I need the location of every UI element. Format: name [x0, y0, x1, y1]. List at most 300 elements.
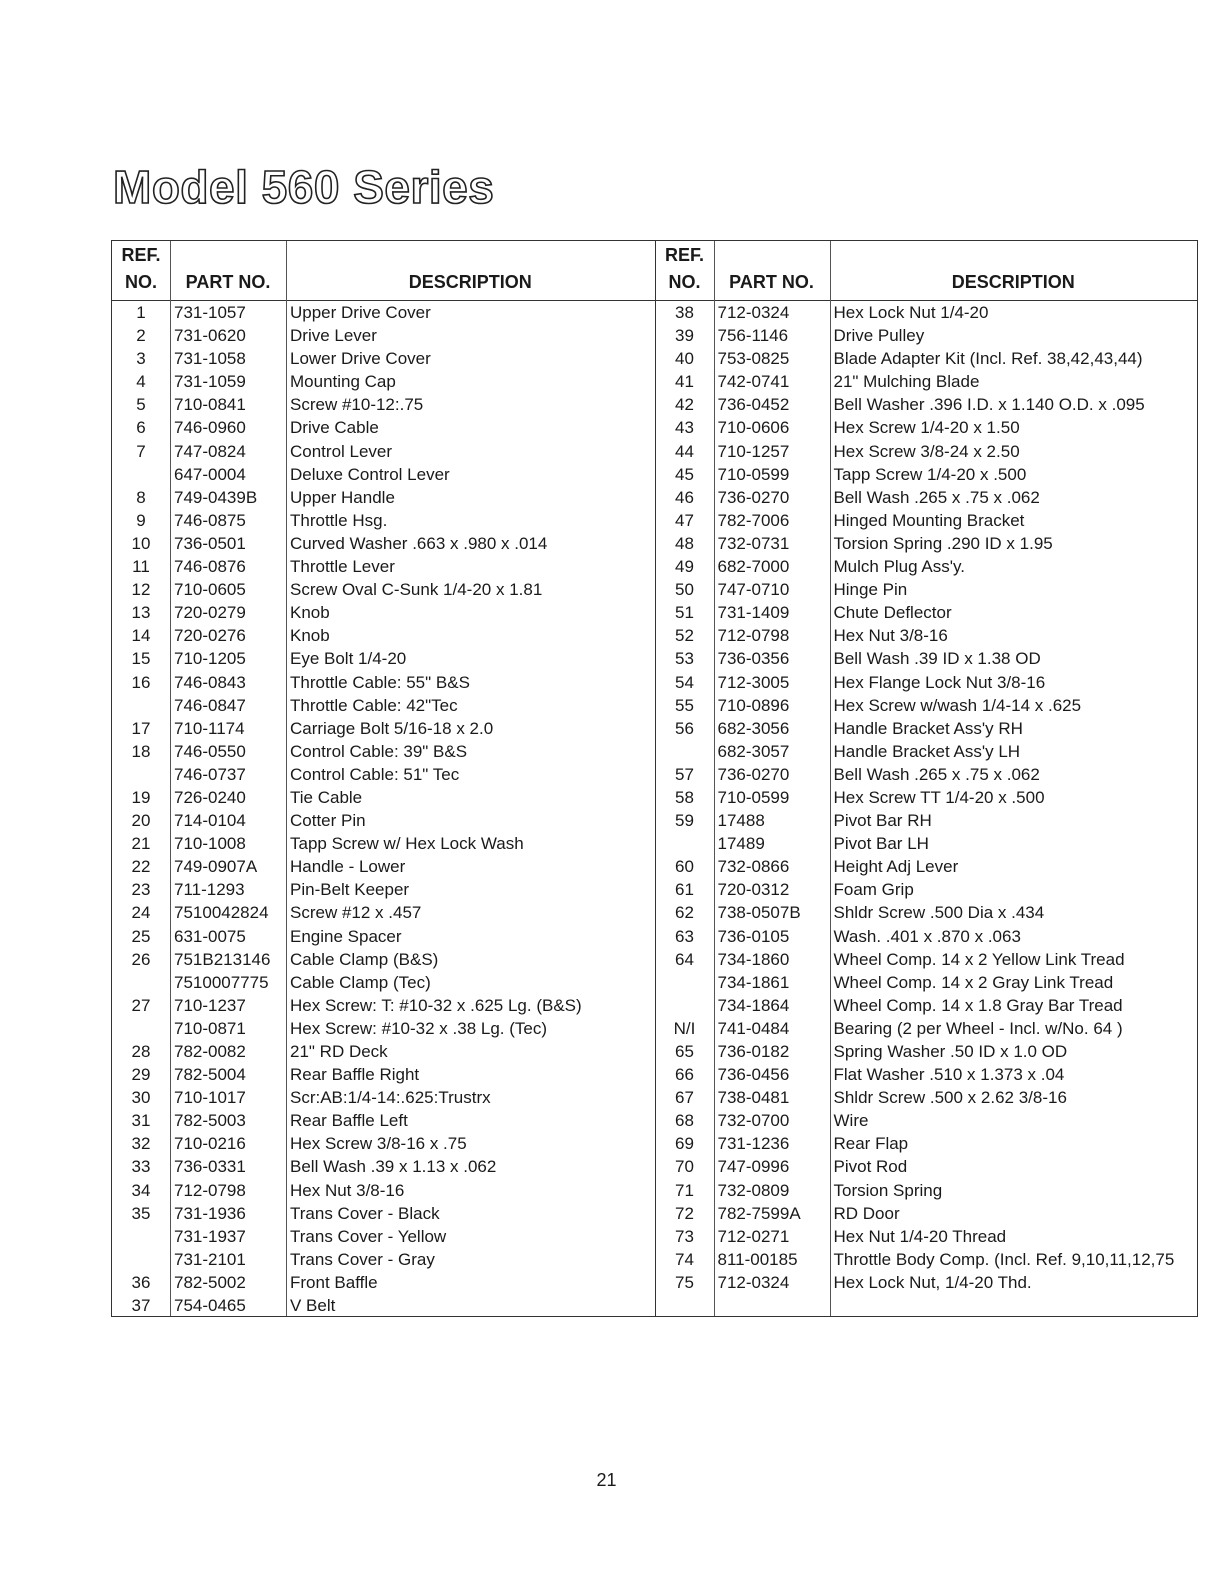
- table-row: [656, 624, 1198, 647]
- description-cell: Pivot Bar RH: [833, 811, 932, 831]
- ref-no-cell: 62: [675, 903, 694, 923]
- description-cell: Wire: [833, 1111, 869, 1131]
- part-no-cell: 710-1257: [717, 441, 790, 461]
- ref-no-cell: 13: [131, 603, 151, 623]
- ref-no-header: REF. NO.: [664, 245, 704, 292]
- description-cell: Carriage Bolt 5/16-18 x 2.0: [290, 718, 494, 738]
- ref-no-cell: 16: [131, 672, 151, 692]
- description-cell: Tapp Screw 1/4-20 x .500: [833, 464, 1027, 484]
- part-no-cell: 720-0312: [717, 880, 790, 900]
- part-no-cell: 647-0004: [174, 464, 246, 484]
- part-no-cell: 754-0465: [174, 1296, 246, 1316]
- part-no-cell: 726-0240: [174, 787, 246, 807]
- description-cell: Scr:AB:1/4-14:.625:Trustrx: [290, 1088, 491, 1108]
- table-row: [656, 1202, 1198, 1225]
- description-cell: Control Lever: [290, 441, 393, 461]
- ref-no-cell: 29: [131, 1065, 151, 1085]
- table-header-right: [656, 241, 1198, 301]
- ref-no-cell: 57: [675, 764, 694, 784]
- description-cell: Trans Cover - Gray: [290, 1249, 435, 1269]
- description-cell: Knob: [290, 626, 330, 646]
- description-header: DESCRIPTION: [951, 272, 1075, 292]
- table-row: [656, 763, 1198, 786]
- table-row: [656, 1086, 1198, 1109]
- part-no-cell: 782-5003: [174, 1111, 246, 1131]
- ref-no-cell: 50: [675, 580, 694, 600]
- table-row: [112, 1202, 655, 1225]
- description-cell: Hex Screw: #10-32 x .38 Lg. (Tec): [290, 1018, 548, 1038]
- part-no-cell: 731-1058: [174, 349, 246, 369]
- ref-no-cell: [112, 463, 170, 486]
- ref-no-cell: 2: [136, 326, 146, 346]
- part-no-cell: 710-1008: [174, 834, 246, 854]
- table-row: [112, 463, 655, 486]
- part-no-cell: 710-1205: [174, 649, 246, 669]
- ref-no-cell: 54: [675, 672, 694, 692]
- ref-no-cell: 66: [675, 1065, 694, 1085]
- part-no-cell: 710-0599: [717, 787, 790, 807]
- part-no-cell: 736-0452: [717, 395, 790, 415]
- ref-no-cell: 21: [131, 834, 151, 854]
- ref-no-cell: 64: [675, 949, 694, 969]
- part-no-cell: 720-0279: [174, 603, 246, 623]
- ref-no-cell: 67: [675, 1088, 694, 1108]
- description-cell: Screw #10-12:.75: [290, 395, 424, 415]
- part-no-header: PART NO.: [185, 272, 271, 292]
- ref-no-cell: 6: [136, 418, 146, 438]
- part-no-cell: 731-1236: [717, 1134, 790, 1154]
- part-no-cell: 710-1174: [174, 718, 245, 738]
- description-cell: Hinge Pin: [833, 580, 908, 600]
- description-cell: Control Cable: 39" B&S: [290, 741, 468, 761]
- part-no-cell: 731-1409: [717, 603, 790, 623]
- table-row: [656, 555, 1198, 578]
- description-cell: Upper Handle: [290, 487, 395, 507]
- description-cell: Blade Adapter Kit (Incl. Ref. 38,42,43,44): [833, 349, 1143, 369]
- part-no-cell: 751B213146: [174, 949, 271, 969]
- part-no-cell: 712-0324: [717, 303, 790, 322]
- table-row: [112, 416, 655, 439]
- ref-no-cell: 3: [136, 349, 146, 369]
- part-no-cell: 746-0847: [174, 695, 246, 715]
- description-cell: Handle Bracket Ass'y RH: [833, 718, 1023, 738]
- part-no-cell: 782-7599A: [717, 1203, 801, 1223]
- part-no-cell: 736-0105: [717, 926, 790, 946]
- table-row: [656, 971, 1198, 994]
- table-row: [656, 1179, 1198, 1202]
- description-cell: Cable Clamp (Tec): [290, 972, 431, 992]
- ref-no-cell: 12: [131, 580, 151, 600]
- description-cell: Trans Cover - Black: [290, 1203, 440, 1223]
- part-no-cell: 734-1860: [717, 949, 790, 969]
- part-no-cell: 736-0270: [717, 487, 790, 507]
- table-row: [656, 1271, 1198, 1294]
- description-cell: Hex Screw TT 1/4-20 x .500: [833, 787, 1045, 807]
- part-no-cell: 782-0082: [174, 1042, 246, 1061]
- table-row: [656, 809, 1198, 832]
- description-cell: Trans Cover - Yellow: [290, 1226, 447, 1246]
- table-row: [656, 1155, 1198, 1178]
- table-row: [112, 532, 655, 555]
- description-cell: Hex Lock Nut 1/4-20: [833, 303, 989, 322]
- ref-no-cell: 53: [675, 649, 694, 669]
- ref-no-cell: 22: [131, 857, 151, 877]
- table-row: [656, 440, 1198, 463]
- table-row: [656, 994, 1198, 1017]
- part-no-cell: 710-0599: [717, 464, 790, 484]
- rows-left: [112, 301, 655, 1317]
- description-cell: Deluxe Control Lever: [290, 464, 450, 484]
- description-cell: Hex Screw 3/8-24 x 2.50: [833, 441, 1020, 461]
- part-no-cell: 682-3057: [717, 741, 790, 761]
- table-row: [656, 647, 1198, 670]
- part-no-cell: 731-2101: [174, 1249, 246, 1269]
- ref-no-cell: 59: [675, 811, 694, 831]
- description-cell: Pivot Rod: [833, 1157, 908, 1177]
- ref-no-cell: 9: [136, 510, 146, 530]
- description-cell: Mulch Plug Ass'y.: [833, 557, 965, 577]
- part-no-cell: 746-0875: [174, 510, 246, 530]
- part-no-cell: 749-0439B: [174, 487, 258, 507]
- ref-no-cell: 75: [675, 1272, 694, 1292]
- table-row: [112, 440, 655, 463]
- ref-no-cell: 46: [675, 487, 694, 507]
- description-cell: Tapp Screw w/ Hex Lock Wash: [290, 834, 524, 854]
- ref-no-cell: 44: [675, 441, 694, 461]
- part-no-cell: 710-1237: [174, 995, 246, 1015]
- part-no-cell: 782-5004: [174, 1065, 246, 1085]
- description-cell: Spring Washer .50 ID x 1.0 OD: [833, 1042, 1068, 1061]
- part-no-cell: 711-1293: [174, 880, 245, 900]
- description-cell: Tie Cable: [290, 787, 363, 807]
- description-cell: Cable Clamp (B&S): [290, 949, 439, 969]
- ref-no-header: REF. NO.: [121, 245, 161, 292]
- part-no-cell: 731-1059: [174, 372, 246, 392]
- table-row: [656, 925, 1198, 948]
- part-no-cell: 720-0276: [174, 626, 246, 646]
- description-cell: Hex Nut 3/8-16: [290, 1180, 405, 1200]
- page-number: 21: [596, 1470, 617, 1490]
- description-cell: Drive Cable: [290, 418, 379, 438]
- ref-no-cell: [656, 994, 714, 1017]
- table-row: [112, 878, 655, 901]
- table-row: [112, 717, 655, 740]
- part-no-cell: 7510042824: [174, 903, 269, 923]
- description-cell: Drive Pulley: [833, 326, 925, 346]
- part-no-cell: 734-1864: [717, 995, 790, 1015]
- ref-no-cell: 28: [131, 1042, 151, 1061]
- ref-no-cell: [112, 971, 170, 994]
- part-no-cell: 710-0841: [174, 395, 246, 415]
- ref-no-cell: 47: [675, 510, 694, 530]
- ref-no-cell: 38: [675, 303, 694, 322]
- table-row: [656, 1017, 1198, 1040]
- part-no-cell: 682-7000: [717, 557, 790, 577]
- description-cell: Wheel Comp. 14 x 2 Gray Link Tread: [833, 972, 1114, 992]
- table-row: [112, 578, 655, 601]
- table-row: [656, 509, 1198, 532]
- part-no-cell: 756-1146: [717, 326, 789, 346]
- part-no-cell: 712-0324: [717, 1272, 790, 1292]
- description-cell: Pivot Bar LH: [833, 834, 929, 854]
- part-no-cell: 732-0866: [717, 857, 790, 877]
- table-row: [656, 1040, 1198, 1063]
- table-row: [112, 971, 655, 994]
- description-cell: Shldr Screw .500 x 2.62 3/8-16: [833, 1088, 1067, 1108]
- part-no-cell: 734-1861: [717, 972, 790, 992]
- ref-no-cell: 23: [131, 880, 151, 900]
- table-row: [656, 694, 1198, 717]
- table-row: [656, 601, 1198, 624]
- table-row: [112, 948, 655, 971]
- ref-no-cell: 63: [675, 926, 694, 946]
- table-row: [112, 763, 655, 786]
- part-no-cell: 731-0620: [174, 326, 246, 346]
- table-row: [656, 486, 1198, 509]
- part-no-cell: 811-00185: [717, 1249, 798, 1269]
- table-row: [112, 393, 655, 416]
- ref-no-cell: 73: [675, 1226, 694, 1246]
- ref-no-cell: 71: [675, 1180, 694, 1200]
- table-row: [656, 578, 1198, 601]
- ref-no-cell: [656, 832, 714, 855]
- table-row: [656, 416, 1198, 439]
- table-row: [112, 1040, 655, 1063]
- description-cell: V Belt: [290, 1296, 336, 1316]
- table-row: [656, 1109, 1198, 1132]
- table-row: [112, 1086, 655, 1109]
- table-row: [656, 370, 1198, 393]
- ref-no-cell: 40: [675, 349, 694, 369]
- description-cell: Eye Bolt 1/4-20: [290, 649, 407, 669]
- table-row: [656, 901, 1198, 924]
- description-cell: Rear Baffle Left: [290, 1111, 408, 1131]
- description-cell: Knob: [290, 603, 330, 623]
- description-cell: Bell Wash .39 ID x 1.38 OD: [833, 649, 1041, 669]
- part-no-cell: 731-1057: [174, 303, 246, 322]
- part-no-cell: 714-0104: [174, 811, 246, 831]
- ref-no-cell: 5: [136, 395, 146, 415]
- description-cell: Bell Wash .265 x .75 x .062: [833, 764, 1040, 784]
- part-no-cell: 782-5002: [174, 1272, 246, 1292]
- table-row: [656, 463, 1198, 486]
- table-row: [656, 717, 1198, 740]
- ref-no-cell: 18: [131, 741, 151, 761]
- ref-no-cell: 26: [131, 949, 151, 969]
- table-row: [112, 324, 655, 347]
- description-cell: Throttle Cable: 42"Tec: [290, 695, 458, 715]
- description-cell: Hex Screw: T: #10-32 x .625 Lg. (B&S): [290, 995, 582, 1015]
- part-no-cell: 710-0606: [717, 418, 790, 438]
- description-cell: Rear Flap: [833, 1134, 909, 1154]
- table-row: [112, 509, 655, 532]
- table-row: [112, 486, 655, 509]
- page-title: Model 560 Series: [113, 161, 495, 213]
- part-no-cell: 747-0710: [717, 580, 790, 600]
- ref-no-cell: 10: [131, 533, 151, 553]
- part-no-cell: 746-0843: [174, 672, 246, 692]
- table-row: [112, 740, 655, 763]
- table-row: [656, 1225, 1198, 1248]
- part-no-cell: 710-0605: [174, 580, 246, 600]
- table-row: [656, 740, 1198, 763]
- description-cell: Rear Baffle Right: [290, 1065, 420, 1085]
- part-no-cell: 17489: [717, 834, 765, 854]
- description-cell: Flat Washer .510 x 1.373 x .04: [833, 1065, 1065, 1085]
- table-row: [112, 1063, 655, 1086]
- description-cell: Hex Nut 1/4-20 Thread: [833, 1226, 1007, 1246]
- ref-no-cell: 33: [131, 1157, 151, 1177]
- ref-no-cell: [112, 694, 170, 717]
- part-no-cell: 738-0481: [717, 1088, 790, 1108]
- ref-no-cell: 39: [675, 326, 694, 346]
- part-no-cell: 736-0331: [174, 1157, 246, 1177]
- table-row: [112, 301, 655, 324]
- ref-no-cell: 20: [131, 811, 151, 831]
- table-row: [112, 647, 655, 670]
- description-header: DESCRIPTION: [408, 272, 532, 292]
- description-cell: Hex Flange Lock Nut 3/8-16: [833, 672, 1046, 692]
- part-no-cell: 17488: [717, 811, 765, 831]
- ref-no-cell: 1: [136, 303, 146, 322]
- part-no-cell: 7510007775: [174, 972, 269, 992]
- ref-no-cell: 17: [131, 718, 151, 738]
- table-row: [112, 347, 655, 370]
- table-row: [112, 1179, 655, 1202]
- ref-no-cell: 30: [131, 1088, 151, 1108]
- table-row: [656, 532, 1198, 555]
- table-row: [112, 1225, 655, 1248]
- part-no-cell: 712-3005: [717, 672, 790, 692]
- part-no-cell: 732-0809: [717, 1180, 790, 1200]
- description-cell: Torsion Spring: [833, 1180, 943, 1200]
- ref-no-cell: 35: [131, 1203, 151, 1223]
- part-no-header: PART NO.: [729, 272, 814, 292]
- description-cell: Throttle Cable: 55" B&S: [290, 672, 470, 692]
- description-cell: Chute Deflector: [833, 603, 952, 623]
- table-row: [656, 1248, 1198, 1271]
- table-row: [656, 878, 1198, 901]
- ref-no-cell: N/I: [673, 1018, 696, 1038]
- ref-no-cell: 61: [675, 880, 694, 900]
- ref-no-cell: 58: [675, 787, 694, 807]
- description-cell: Torsion Spring .290 ID x 1.95: [833, 533, 1053, 553]
- part-no-cell: 753-0825: [717, 349, 790, 369]
- part-no-cell: 736-0456: [717, 1065, 790, 1085]
- description-cell: Engine Spacer: [290, 926, 402, 946]
- table-row: [656, 832, 1198, 855]
- description-cell: Wheel Comp. 14 x 1.8 Gray Bar Tread: [833, 995, 1123, 1015]
- part-no-cell: 746-0876: [174, 557, 246, 577]
- description-cell: Drive Lever: [290, 326, 377, 346]
- ref-no-cell: 11: [132, 557, 150, 577]
- table-row: [112, 994, 655, 1017]
- table-row: [112, 555, 655, 578]
- ref-no-cell: 68: [675, 1111, 694, 1131]
- description-cell: Hex Lock Nut, 1/4-20 Thd.: [833, 1272, 1032, 1292]
- table-row: [112, 1109, 655, 1132]
- table-row: [112, 671, 655, 694]
- description-cell: Wash. .401 x .870 x .063: [833, 926, 1021, 946]
- description-cell: Hinged Mounting Bracket: [833, 510, 1025, 530]
- part-no-cell: 746-0960: [174, 418, 246, 438]
- ref-no-cell: 48: [675, 533, 694, 553]
- part-no-cell: 732-0700: [717, 1111, 790, 1131]
- ref-no-cell: 4: [136, 372, 146, 392]
- part-no-cell: 736-0356: [717, 649, 790, 669]
- table-row: [112, 1248, 655, 1271]
- table-header-left: [112, 241, 655, 301]
- ref-no-cell: 7: [136, 441, 146, 461]
- description-cell: 21" RD Deck: [290, 1042, 388, 1061]
- ref-no-cell: 45: [675, 464, 694, 484]
- part-no-cell: 736-0182: [717, 1042, 790, 1061]
- ref-no-cell: 52: [675, 626, 694, 646]
- ref-no-cell: 43: [675, 418, 694, 438]
- description-cell: Curved Washer .663 x .980 x .014: [290, 533, 548, 553]
- table-row: [112, 601, 655, 624]
- description-cell: Handle - Lower: [290, 857, 406, 877]
- description-cell: Throttle Body Comp. (Incl. Ref. 9,10,11,12,75: [833, 1249, 1175, 1269]
- table-row: [656, 347, 1198, 370]
- parts-table-right: [656, 241, 1198, 1316]
- ref-no-cell: 32: [131, 1134, 151, 1154]
- table-row: [112, 624, 655, 647]
- description-cell: Handle Bracket Ass'y LH: [833, 741, 1021, 761]
- table-row: [112, 832, 655, 855]
- ref-no-cell: 19: [131, 787, 151, 807]
- description-cell: Foam Grip: [833, 880, 914, 900]
- parts-table: [111, 240, 1198, 1317]
- part-no-cell: 710-0896: [717, 695, 790, 715]
- table-row: [112, 925, 655, 948]
- description-cell: Shldr Screw .500 Dia x .434: [833, 903, 1045, 923]
- description-cell: Front Baffle: [290, 1272, 378, 1292]
- ref-no-cell: 55: [675, 695, 694, 715]
- part-no-cell: 742-0741: [717, 372, 790, 392]
- part-no-cell: 736-0270: [717, 764, 790, 784]
- description-cell: Hex Screw 3/8-16 x .75: [290, 1134, 467, 1154]
- table-row: [112, 809, 655, 832]
- part-no-cell: 782-7006: [717, 510, 790, 530]
- table-row: [112, 694, 655, 717]
- ref-no-cell: [656, 971, 714, 994]
- description-cell: Upper Drive Cover: [290, 303, 431, 322]
- description-cell: Throttle Hsg.: [290, 510, 388, 530]
- ref-no-cell: 49: [675, 557, 694, 577]
- ref-no-cell: 36: [131, 1272, 151, 1292]
- description-cell: 21" Mulching Blade: [833, 372, 980, 392]
- ref-no-cell: [112, 1017, 170, 1040]
- table-row: [112, 1132, 655, 1155]
- ref-no-cell: 51: [675, 603, 694, 623]
- ref-no-cell: 72: [675, 1203, 694, 1223]
- part-no-cell: 712-0798: [174, 1180, 246, 1200]
- table-row: [112, 370, 655, 393]
- ref-no-cell: 15: [131, 649, 151, 669]
- ref-no-cell: 41: [675, 372, 694, 392]
- ref-no-cell: [112, 763, 170, 786]
- ref-no-cell: 60: [675, 857, 694, 877]
- description-cell: Wheel Comp. 14 x 2 Yellow Link Tread: [833, 949, 1125, 969]
- ref-no-cell: 8: [136, 487, 146, 507]
- table-row: [656, 1132, 1198, 1155]
- ref-no-cell: 70: [675, 1157, 694, 1177]
- table-row: [112, 786, 655, 809]
- ref-no-cell: 56: [675, 718, 694, 738]
- description-cell: Screw #12 x .457: [290, 903, 422, 923]
- ref-no-cell: [656, 740, 714, 763]
